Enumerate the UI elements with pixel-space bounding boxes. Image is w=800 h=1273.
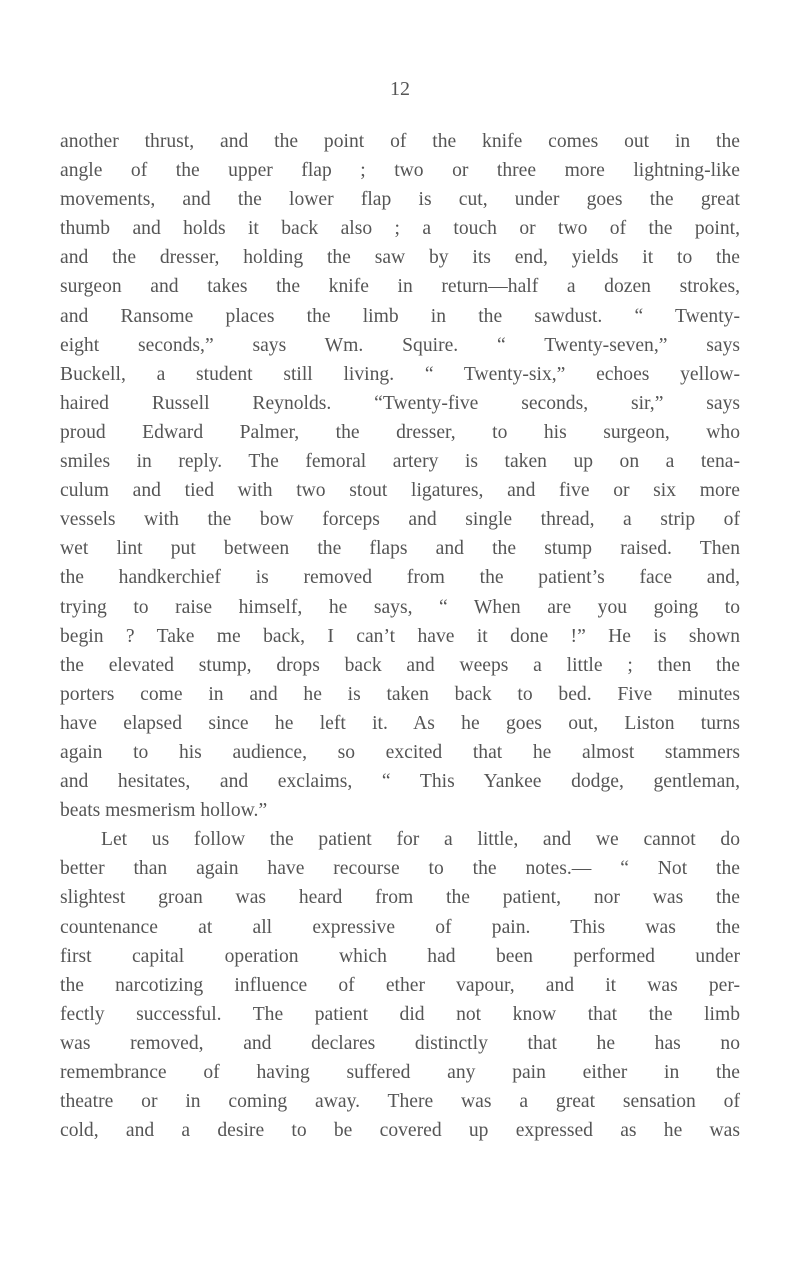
text-line: slightest groan was heard from the patient, nor was the — [60, 887, 740, 909]
text-line: fectly successful. The patient did not know that the limb — [60, 1003, 740, 1025]
text-line: better than again have recourse to the notes.— “ Not the — [60, 858, 740, 880]
text-line: Let us follow the patient for a little, and we cannot do — [101, 829, 740, 851]
text-line: vessels with the bow forceps and single thread, a strip of — [60, 509, 740, 531]
text-line: movements, and the lower flap is cut, under goes the great — [60, 189, 740, 211]
text-line: was removed, and declares distinctly that he has no — [60, 1032, 740, 1054]
text-line: remembrance of having suffered any pain either in the — [60, 1062, 740, 1083]
text-line: the elevated stump, drops back and weeps a little ; then the — [60, 654, 740, 676]
text-line: again to his audience, so excited that he almost stammers — [60, 741, 740, 763]
text-line: begin ? Take me back, I can’t have it done !” He is shown — [60, 625, 740, 647]
text-line: wet lint put between the flaps and the stump raised. Then — [60, 538, 740, 560]
page-number: 12 — [390, 78, 410, 100]
text-line: haired Russell Reynolds. “Twenty-five seconds, sir,” says — [60, 392, 740, 414]
text-line: the handkerchief is removed from the patient’s face and, — [60, 567, 740, 589]
text-line: another thrust, and the point of the knife comes out in the — [60, 131, 740, 152]
text-line: theatre or in coming away. There was a great sensation of — [60, 1091, 740, 1113]
text-line: thumb and holds it back also ; a touch or two of the point, — [60, 218, 740, 240]
text-line: countenance at all expressive of pain. This was the — [60, 916, 740, 938]
text-line: first capital operation which had been performed under — [60, 945, 740, 967]
body-text — [60, 127, 740, 1145]
text-line: beats mesmerism hollow.” — [60, 800, 268, 822]
text-line: proud Edward Palmer, the dresser, to his surgeon, who — [60, 421, 740, 443]
text-line: porters come in and he is taken back to bed. Five minutes — [60, 683, 740, 705]
text-line: have elapsed since he left it. As he goes out, Liston turns — [60, 712, 740, 734]
text-line: eight seconds,” says Wm. Squire. “ Twenty-seven,” says — [60, 334, 740, 356]
paragraph-2 — [60, 825, 740, 1145]
text-line: cold, and a desire to be covered up expressed as he was — [60, 1120, 740, 1142]
paragraph-1 — [60, 127, 740, 825]
text-line: smiles in reply. The femoral artery is taken up on a tena- — [60, 451, 740, 473]
text-line: and the dresser, holding the saw by its end, yields it to the — [60, 247, 740, 269]
text-line: Buckell, a student still living. “ Twenty-six,” echoes yellow- — [60, 363, 740, 385]
text-line: and hesitates, and exclaims, “ This Yankee dodge, gentleman, — [60, 771, 740, 793]
text-line: culum and tied with two stout ligatures, and five or six more — [60, 480, 740, 502]
text-line: trying to raise himself, he says, “ When are you going to — [60, 596, 740, 618]
text-line: the narcotizing influence of ether vapour, and it was per- — [60, 974, 740, 996]
text-line: and Ransome places the limb in the sawdust. “ Twenty- — [60, 305, 740, 327]
text-line: angle of the upper flap ; two or three more lightning-like — [60, 160, 740, 182]
text-line: surgeon and takes the knife in return—half a dozen strokes, — [60, 276, 740, 298]
